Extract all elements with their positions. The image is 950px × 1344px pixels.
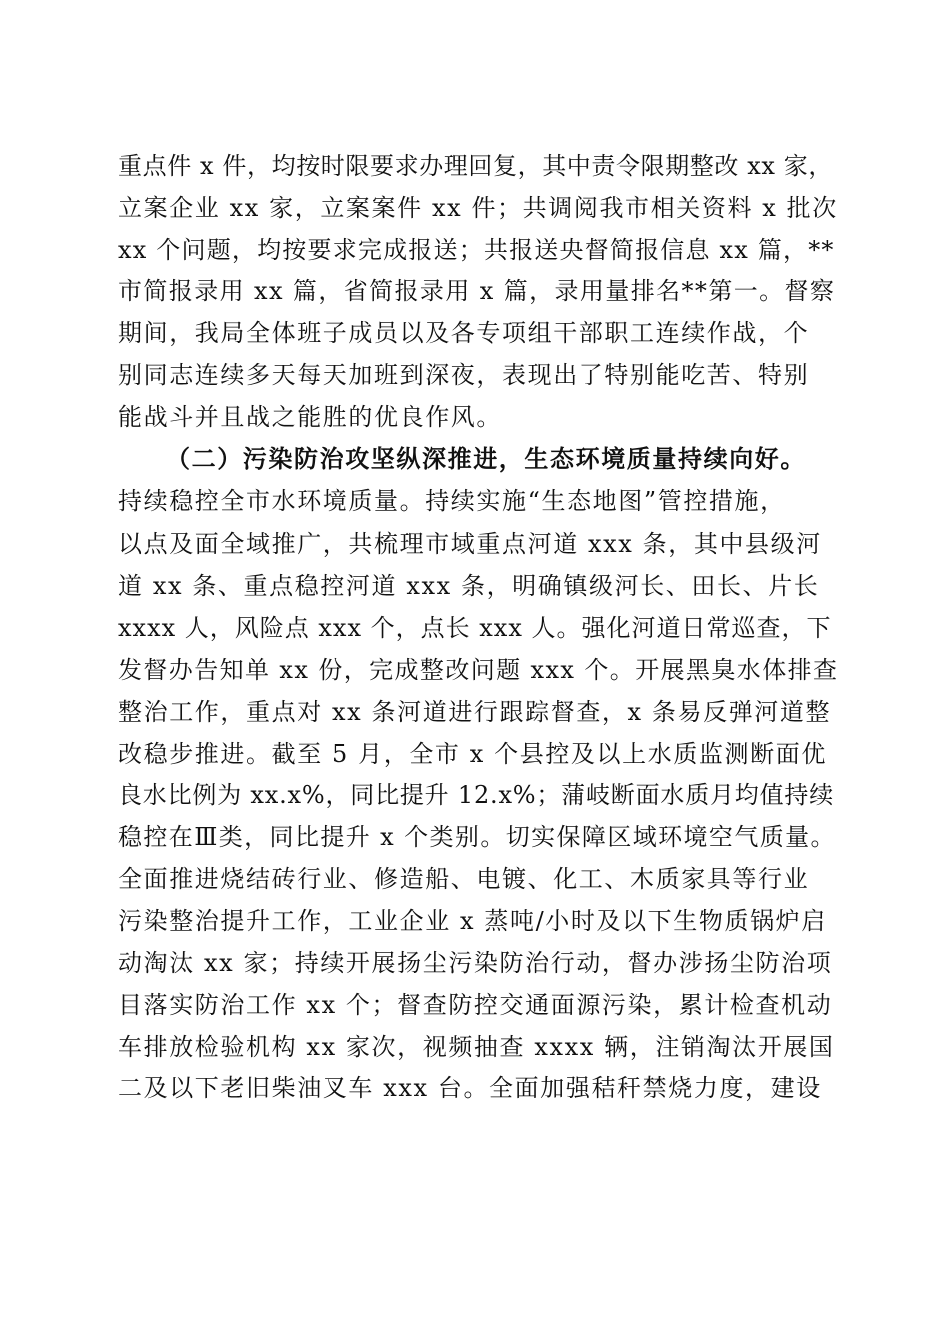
text-line: 改稳步推进。截至 5 月，全市 x 个县控及以上水质监测断面优 [118,740,827,768]
text-line: 车排放检验机构 xx 家次，视频抽查 xxxx 辆，注销淘汰开展国 [118,1033,835,1061]
text-line: 二及以下老旧柴油叉车 xxx 台。全面加强秸秆禁烧力度，建设 [118,1074,822,1102]
text-line: 立案企业 xx 家，立案案件 xx 件；共调阅我市相关资料 x 批次 [118,194,838,222]
text-line: 道 xx 条、重点稳控河道 xxx 条，明确镇级河长、田长、片长 [118,572,820,600]
text-line: 持续稳控全市水环境质量。持续实施“生态地图”管控措施， [118,487,786,515]
text-line: 动淘汰 xx 家；持续开展扬尘污染防治行动，督办涉扬尘防治项 [118,949,833,977]
text-line: 目落实防治工作 xx 个；督查防控交通面源污染，累计检查机动 [118,991,833,1019]
text-line: 污染整治提升工作，工业企业 x 蒸吨/小时及以下生物质锅炉启 [118,907,827,935]
text-line: 重点件 x 件，均按时限要求办理回复，其中责令限期整改 xx 家， [118,152,833,180]
section-heading: （二）污染防治攻坚纵深推进，生态环境质量持续向好。 [166,444,806,473]
text-line: 期间，我局全体班子成员以及各专项组干部职工连续作战，个 [118,319,810,347]
text-line: 稳控在Ⅲ类，同比提升 x 个类别。切实保障区域环境空气质量。 [118,823,836,851]
text-line: 别同志连续多天每天加班到深夜，表现出了特别能吃苦、特别 [118,361,810,389]
text-line: 能战斗并且战之能胜的优良作风。 [118,403,502,431]
text-line: xx 个问题，均按要求完成报送；共报送央督简报信息 xx 篇，** [118,236,835,264]
text-line: 以点及面全域推广，共梳理市域重点河道 xxx 条，其中县级河 [118,530,822,558]
text-line: xxxx 人，风险点 xxx 个，点长 xxx 人。强化河道日常巡查，下 [118,614,832,642]
text-line: 良水比例为 xx.x%，同比提升 12.x%；蒲岐断面水质月均值持续 [118,781,835,809]
text-line: 市简报录用 xx 篇，省简报录用 x 篇，录用量排名**第一。督察 [118,277,836,305]
text-line: 整治工作，重点对 xx 条河道进行跟踪督查，x 条易反弹河道整 [118,698,832,726]
text-line: 发督办告知单 xx 份，完成整改问题 xxx 个。开展黑臭水体排查 [118,656,839,684]
text-line: 全面推进烧结砖行业、修造船、电镀、化工、木质家具等行业 [118,865,810,893]
